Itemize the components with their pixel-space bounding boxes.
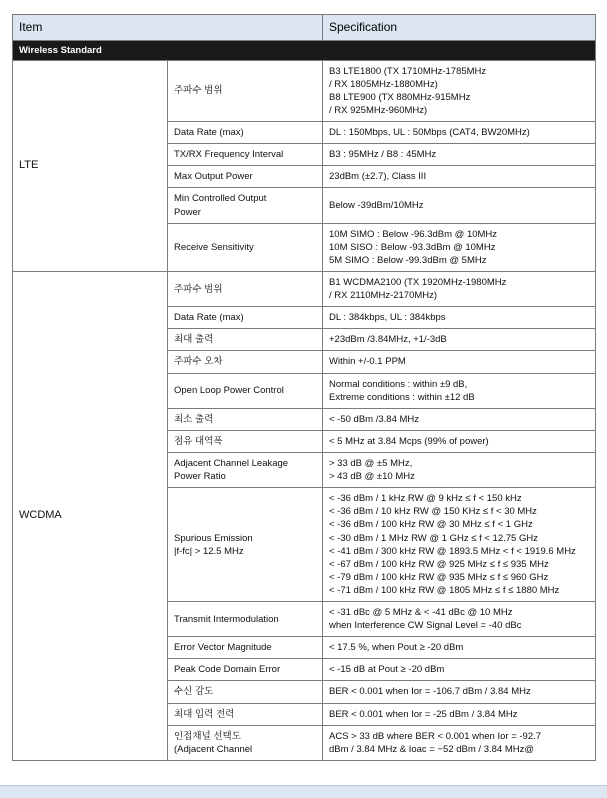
param-line: 최소 출력 [174,413,214,425]
value-line: 5M SIMO : Below -99.3dBm @ 5MHz [329,254,487,266]
footer-bar [0,785,607,798]
param-cell [168,408,323,430]
param-cell [168,144,323,166]
param-line: Max Output Power [174,171,253,183]
value-line: < -79 dBm / 100 kHz RW @ 935 MHz ≤ f ≤ 960 GHz [329,571,549,583]
param-line: 주파수 범위 [174,283,223,295]
value-cell [323,351,596,373]
table-row [13,60,596,121]
value-line: > 43 dB @ ±10 MHz [329,471,415,483]
param-cell [168,373,323,408]
value-cell [323,488,596,602]
value-line: B1 WCDMA2100 (TX 1920MHz-1980MHz [329,276,507,288]
value-line: BER < 0.001 when Ior = -106.7 dBm / 3.84 MHz [329,686,531,698]
value-line: < -50 dBm /3.84 MHz [329,413,420,425]
table-header-row [13,15,596,41]
value-line: 23dBm (±2.7), Class III [329,171,427,183]
specification-table [12,14,596,761]
value-line: DL : 384kbps, UL : 384kbps [329,312,446,324]
param-cell [168,271,323,306]
param-line: (Adjacent Channel [174,743,253,755]
value-line: ACS > 33 dB where BER < 0.001 when Ior = -92.7 [329,730,542,742]
param-line: 최대 입력 전력 [174,708,235,720]
param-line: 최대 출력 [174,334,214,346]
value-line: < -41 dBm / 300 kHz RW @ 1893.5 MHz < f < 1919.6 MHz [329,545,576,557]
param-line: Adjacent Channel Leakage [174,457,289,469]
value-cell [323,122,596,144]
column-header-item: Item [13,15,323,41]
section-row-wireless-standard [13,40,596,60]
value-cell [323,329,596,351]
value-line: < -71 dBm / 100 kHz RW @ 1805 MHz ≤ f ≤ 1880 MHz [329,584,560,596]
value-line: / RX 925MHz-960MHz) [329,104,428,116]
value-line: +23dBm /3.84MHz, +1/-3dB [329,334,447,346]
param-line: 수신 감도 [174,686,214,698]
value-line: DL : 150Mbps, UL : 50Mbps (CAT4, BW20MHz) [329,127,530,139]
param-line: |f-fc| > 12.5 MHz [174,545,244,557]
value-cell [323,373,596,408]
param-line: Data Rate (max) [174,312,244,324]
value-line: BER < 0.001 when Ior = -25 dBm / 3.84 MHz [329,708,518,720]
value-cell [323,307,596,329]
value-cell [323,452,596,487]
param-line: 주파수 범위 [174,85,223,97]
value-line: dBm / 3.84 MHz & Ioac = −52 dBm / 3.84 MHz@ [329,743,535,755]
param-cell [168,430,323,452]
value-line: B8 LTE900 (TX 880MHz-915MHz [329,91,471,103]
param-cell [168,637,323,659]
value-line: < -15 dB at Pout ≥ -20 dBm [329,664,445,676]
param-cell [168,188,323,223]
param-cell [168,725,323,760]
param-line: Power [174,206,201,218]
param-cell [168,122,323,144]
param-cell [168,703,323,725]
value-cell [323,602,596,637]
value-line: < -36 dBm / 1 kHz RW @ 9 kHz ≤ f < 150 kHz [329,493,522,505]
value-line: Extreme conditions : within ±12 dB [329,391,475,403]
value-line: B3 LTE1800 (TX 1710MHz-1785MHz [329,65,487,77]
value-cell [323,725,596,760]
param-cell [168,307,323,329]
param-line: 점유 대역폭 [174,435,223,447]
value-line: < 5 MHz at 3.84 Mcps (99% of power) [329,435,489,447]
value-line: < -36 dBm / 100 kHz RW @ 30 MHz ≤ f < 1 GHz [329,519,533,531]
param-cell [168,166,323,188]
value-line: < -30 dBm / 1 MHz RW @ 1 GHz ≤ f < 12.75 GHz [329,532,538,544]
value-line: 10M SIMO : Below -96.3dBm @ 10MHz [329,228,498,240]
param-line: Transmit Intermodulation [174,613,279,625]
value-line: < -67 dBm / 100 kHz RW @ 925 MHz ≤ f ≤ 935 MHz [329,558,549,570]
param-line: 주파수 오차 [174,356,223,368]
param-cell [168,351,323,373]
value-line: when Interference CW Signal Level = -40 dBc [329,620,522,632]
param-cell [168,452,323,487]
value-cell [323,703,596,725]
value-cell [323,188,596,223]
value-cell [323,144,596,166]
param-cell [168,659,323,681]
value-line: Within +/-0.1 PPM [329,356,406,368]
value-cell [323,166,596,188]
value-line: > 33 dB @ ±5 MHz, [329,457,413,469]
param-line: Error Vector Magnitude [174,642,272,654]
param-line: TX/RX Frequency Interval [174,149,284,161]
param-cell [168,223,323,271]
param-line: Data Rate (max) [174,127,244,139]
value-cell [323,637,596,659]
param-cell [168,681,323,703]
param-line: Open Loop Power Control [174,385,284,397]
param-line: Min Controlled Output [174,193,267,205]
value-line: / RX 1805MHz-1880MHz) [329,78,438,90]
param-cell [168,60,323,121]
value-cell [323,223,596,271]
value-cell [323,659,596,681]
param-cell [168,488,323,602]
value-line: < -36 dBm / 10 kHz RW @ 150 KHz ≤ f < 30 MHz [329,506,537,518]
value-cell [323,430,596,452]
table-body [13,40,596,760]
value-line: < -31 dBc @ 5 MHz & < -41 dBc @ 10 MHz [329,607,513,619]
param-cell [168,329,323,351]
value-cell [323,60,596,121]
param-line: Power Ratio [174,471,226,483]
section-label: Wireless Standard [13,40,596,60]
table-row [13,271,596,306]
table-header [13,15,596,41]
group-label-wcdma: WCDMA [13,271,168,760]
value-line: 10M SISO : Below -93.3dBm @ 10MHz [329,241,496,253]
param-cell [168,602,323,637]
value-line: Normal conditions : within ±9 dB, [329,378,468,390]
value-cell [323,271,596,306]
value-line: / RX 2110MHz-2170MHz) [329,290,438,302]
value-line: B3 : 95MHz / B8 : 45MHz [329,149,437,161]
param-line: 인접채널 선택도 [174,730,241,742]
group-label-lte: LTE [13,60,168,271]
value-line: < 17.5 %, when Pout ≥ -20 dBm [329,642,464,654]
param-line: Peak Code Domain Error [174,664,281,676]
value-cell [323,681,596,703]
param-line: Spurious Emission [174,532,253,544]
value-cell [323,408,596,430]
column-header-specification: Specification [323,15,596,41]
value-line: Below -39dBm/10MHz [329,199,424,211]
param-line: Receive Sensitivity [174,241,254,253]
